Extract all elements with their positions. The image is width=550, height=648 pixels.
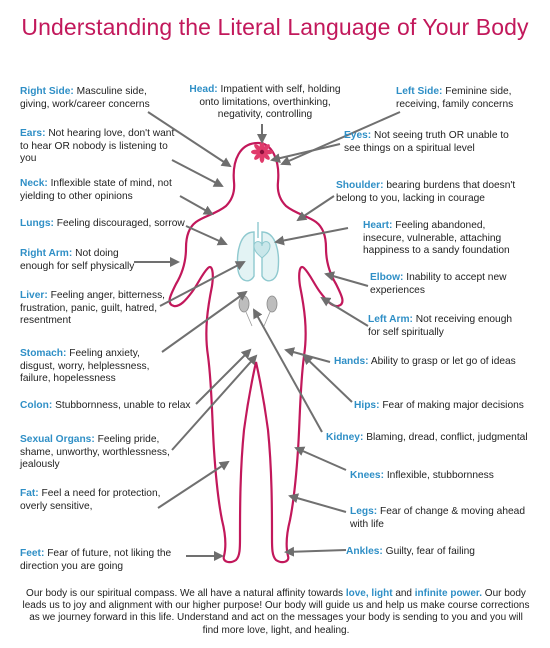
label-shoulder (336, 180, 526, 205)
label-desc: Inability to accept new experiences (370, 272, 507, 296)
arrow-elbow (326, 274, 368, 286)
footer-text-and: and (395, 588, 412, 599)
label-neck (20, 178, 180, 203)
arrow-neck (180, 196, 212, 214)
label-term: Lungs: (20, 218, 54, 229)
label-term: Kidney: (326, 432, 364, 443)
label-term: Feet: (20, 548, 45, 559)
label-term: Heart: (363, 220, 393, 231)
label-desc: Not seeing truth OR unable to see things on a spiritual level (344, 130, 509, 154)
label-left-arm (368, 314, 520, 339)
label-term: Sexual Organs: (20, 434, 95, 445)
arrow-shoulder (298, 196, 334, 220)
footer-highlight-power: infinite power. (414, 588, 483, 599)
page-title: Understanding the Literal Language of Your Body (21, 14, 529, 40)
label-ears (20, 128, 176, 166)
label-left-side (396, 86, 526, 111)
footer-highlight-light: light (371, 588, 393, 599)
label-term: Fat: (20, 488, 39, 499)
label-elbow (370, 272, 520, 297)
label-desc: Not doing enough for self physically (20, 248, 135, 272)
label-term: Ankles: (346, 546, 383, 557)
label-term: Right Arm: (20, 248, 73, 259)
kidneys-icon (239, 296, 277, 326)
footer-paragraph (20, 588, 532, 637)
label-kidney (326, 432, 534, 445)
label-desc: bearing burdens that doesn't belong to you, lacking in courage (336, 180, 516, 204)
label-desc: Feeling anger, bitterness, frustration, panic, guilt, hatred, resentment (20, 290, 165, 326)
label-term: Elbow: (370, 272, 404, 283)
arrow-knees (296, 448, 346, 470)
arrow-lungs (186, 226, 226, 244)
label-desc: Ability to grasp or let go of ideas (370, 356, 516, 367)
arrow-eyes (272, 144, 340, 160)
label-desc: Masculine side, giving, work/career concerns (20, 86, 150, 110)
label-term: Stomach: (20, 348, 67, 359)
label-term: Neck: (20, 178, 48, 189)
label-feet (20, 548, 188, 573)
footer-text-1: Our body is our spiritual compass. We all have a natural affinity towards (26, 588, 344, 599)
label-ankles (346, 546, 526, 559)
arrow-ankles (286, 550, 346, 552)
arrow-colon (196, 350, 250, 404)
label-desc: Inflexible, stubbornness (386, 470, 494, 481)
label-desc: Blaming, dread, conflict, judgmental (366, 432, 528, 443)
label-desc: Stubbornness, unable to relax (55, 400, 191, 411)
label-desc: Guilty, fear of failing (385, 546, 475, 557)
label-liver (20, 290, 192, 328)
label-right-arm (20, 248, 138, 273)
label-term: Left Side: (396, 86, 443, 97)
label-heart (363, 220, 523, 258)
label-fat (20, 488, 162, 513)
label-term: Shoulder: (336, 180, 384, 191)
label-desc: Feeling abandoned, insecure, vulnerable, attaching happiness to a sandy foundation (363, 220, 510, 256)
arrow-kidney (254, 310, 322, 432)
arrow-left-arm (322, 298, 368, 326)
label-desc: Feeling anxiety, disgust, worry, helplessness, failure, hopelessness (20, 348, 150, 384)
label-sexual-organs (20, 434, 178, 472)
label-eyes (344, 130, 514, 155)
label-desc: Feminine side, receiving, family concerns (396, 86, 514, 110)
label-desc: Impatient with self, holding onto limitations, overthinking, negativity, controlling (199, 84, 341, 120)
label-desc: Feel a need for protection, overly sensitive, (20, 488, 161, 512)
label-colon (20, 400, 200, 413)
label-term: Colon: (20, 400, 53, 411)
arrow-legs (290, 496, 346, 512)
footer-text-2: Our body leads us to joy and alignment with our higher purpose! Our body will guide us and help us make course corrections as we journey forward in this life. Understand and act on the messages your body is sending to you and you will find more love, light, and healing. (22, 588, 530, 636)
label-term: Ears: (20, 128, 46, 139)
label-head (184, 84, 346, 122)
body-outline (170, 143, 343, 562)
label-term: Liver: (20, 290, 48, 301)
label-desc: Not receiving enough for self spiritually (368, 314, 513, 338)
label-legs (350, 506, 530, 531)
label-desc: Fear of future, not liking the direction you are going (20, 548, 172, 572)
label-term: Eyes: (344, 130, 372, 141)
label-desc: Not hearing love, don't want to hear OR nobody is listening to you (20, 128, 175, 164)
label-hips (354, 400, 534, 413)
label-desc: Inflexible state of mind, not yielding to other opinions (20, 178, 172, 202)
label-lungs (20, 218, 190, 231)
label-desc: Fear of making major decisions (382, 400, 524, 411)
label-term: Legs: (350, 506, 378, 517)
label-right-side (20, 86, 170, 111)
label-desc: Feeling pride, shame, unworthy, worthlessness, jealously (20, 434, 170, 470)
label-term: Hips: (354, 400, 380, 411)
label-term: Hands: (334, 356, 369, 367)
label-desc: Feeling discouraged, sorrow (56, 218, 185, 229)
label-desc: Fear of change & moving ahead with life (350, 506, 525, 530)
label-stomach (20, 348, 162, 386)
label-term: Right Side: (20, 86, 74, 97)
label-term: Knees: (350, 470, 384, 481)
footer-highlight-love: love, (345, 588, 369, 599)
label-hands (334, 356, 534, 369)
label-term: Left Arm: (368, 314, 413, 325)
label-knees (350, 470, 520, 483)
arrow-heart (276, 228, 348, 242)
label-term: Head: (189, 84, 218, 95)
